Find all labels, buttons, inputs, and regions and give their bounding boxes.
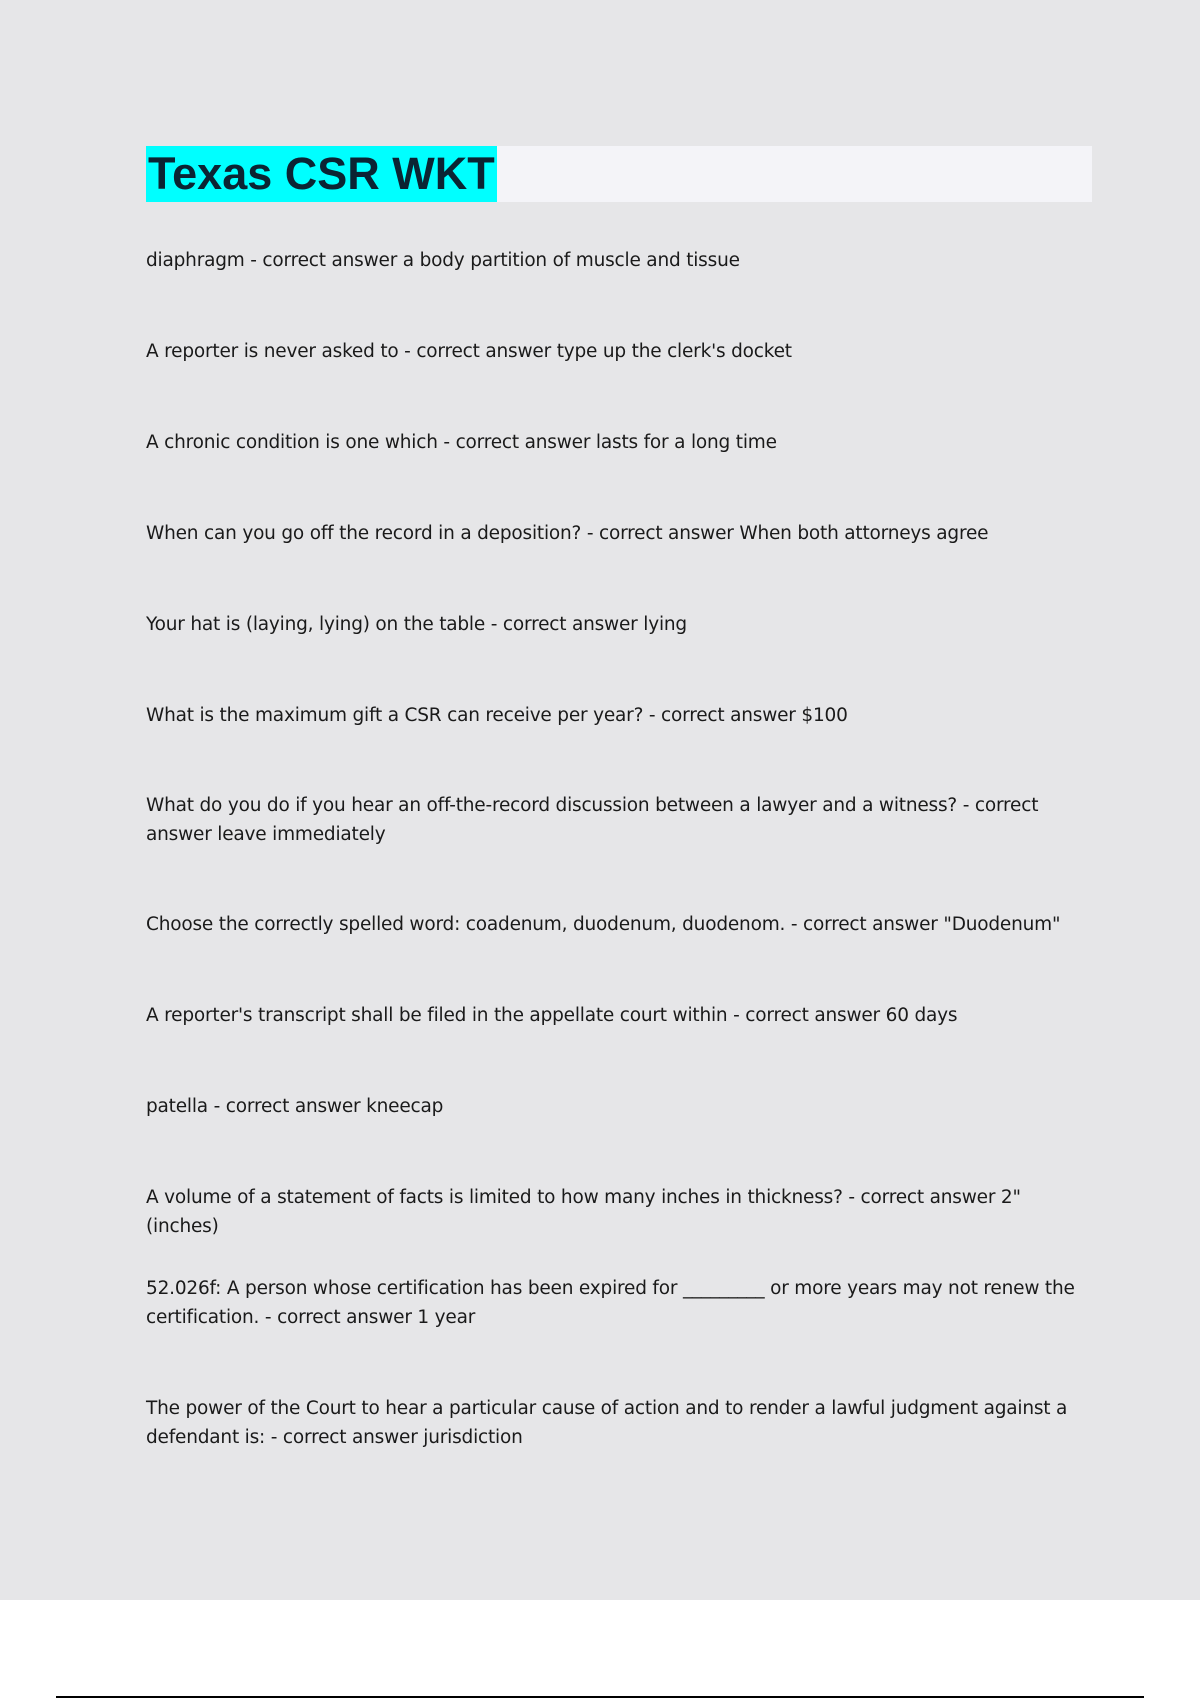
qa-item: patella - correct answer kneecap (146, 1096, 444, 1117)
footer-rule (56, 1696, 1144, 1698)
qa-item: Choose the correctly spelled word: coadenum, duodenum, duodenom. - correct answer "Duodenum" (146, 914, 1061, 935)
qa-item: A volume of a statement of facts is limited to how many inches in thickness? - correct answer 2" (inches) (146, 1187, 1021, 1237)
document-title: Texas CSR WKT (146, 146, 497, 202)
qa-item: diaphragm - correct answer a body partition of muscle and tissue (146, 250, 740, 271)
qa-item: A chronic condition is one which - correct answer lasts for a long time (146, 432, 777, 453)
qa-item: A reporter is never asked to - correct answer type up the clerk's docket (146, 341, 792, 362)
qa-item: A reporter's transcript shall be filed in the appellate court within - correct answer 60 days (146, 1005, 958, 1026)
qa-item: What do you do if you hear an off-the-record discussion between a lawyer and a witness? - correct answer leave immediately (146, 795, 1039, 845)
qa-item: When can you go off the record in a deposition? - correct answer When both attorneys agree (146, 523, 989, 544)
qa-item: What is the maximum gift a CSR can receive per year? - correct answer $100 (146, 705, 848, 726)
qa-item: The power of the Court to hear a particular cause of action and to render a lawful judgment against a defendant is: - correct answer jurisdiction (146, 1398, 1068, 1448)
qa-item: 52.026f: A person whose certification has been expired for _________ or more years may not renew the certification. - correct answer 1 year (146, 1278, 1075, 1328)
qa-item: Your hat is (laying, lying) on the table - correct answer lying (146, 614, 687, 635)
